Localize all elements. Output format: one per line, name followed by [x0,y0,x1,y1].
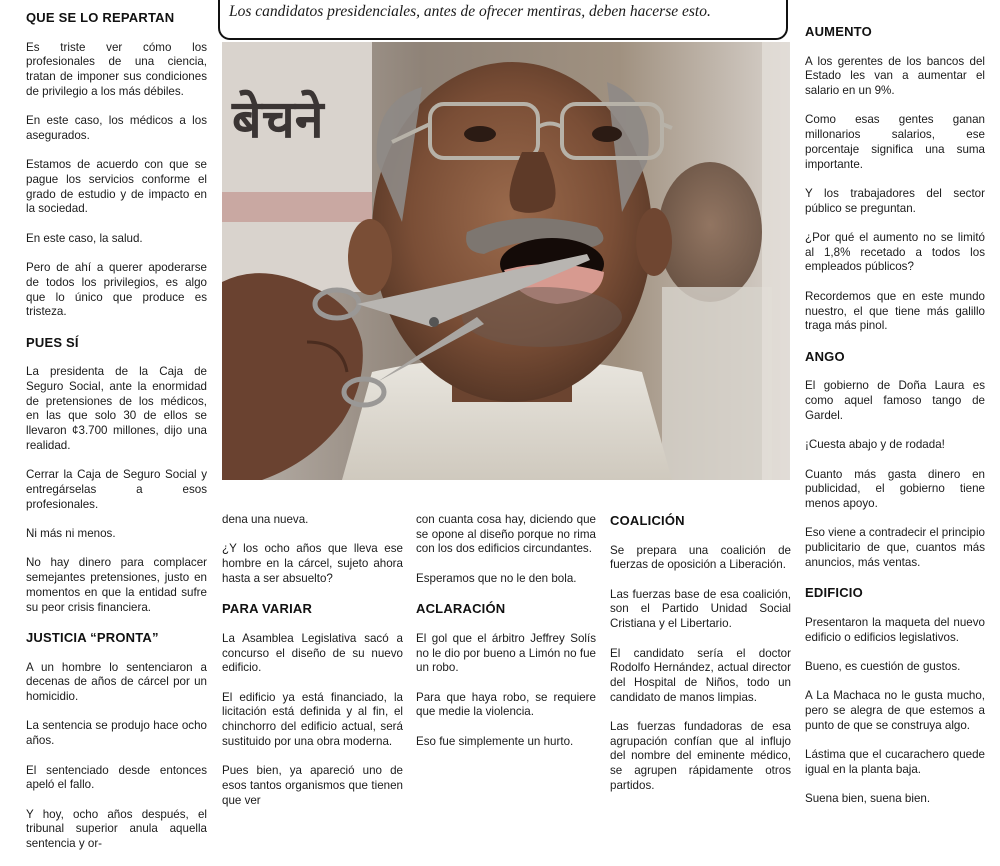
paragraph: Cuanto más gasta dinero en publicidad, el gobierno tiene menos apoyo. [805,467,985,510]
paragraph: La sentencia se produjo hace ocho años. [26,719,207,748]
paragraph: ¡Cuesta abajo y de rodada! [805,438,945,452]
paragraph: No hay dinero para complacer semejantes pretensiones, justo en momentos en que la entidad sufre su peor crisis financiera. [26,556,207,614]
paragraph: En este caso, los médicos a los asegurados. [26,114,207,142]
paragraph: Pues bien, ya apareció uno de esos tantos organismos que tienen que ver [222,764,403,807]
background-sign-text: बेचने [232,90,324,150]
paragraph: La Asamblea Legislativa sacó a concurso el diseño de su nuevo edificio. [222,631,403,675]
section-title: QUE SE LO REPARTAN [26,10,175,25]
section-title: ANGO [805,348,845,364]
paragraph: Se prepara una coalición de fuerzas de oposición a Liberación. [610,543,791,572]
column-1 [26,10,207,866]
paragraph: Bueno, es cuestión de gustos. [805,659,961,673]
paragraph: Las fuerzas fundadoras de esa agrupación confían que al influjo del nombre del eminente médico, se agrupen rápidamente otros partidos. [610,720,791,792]
paragraph: Presentaron la maqueta del nuevo edificio o edificios legislativos. [805,615,985,644]
paragraph: Suena bien, suena bien. [805,792,931,806]
paragraph: Como esas gentes ganan millonarios salarios, ese porcentaje significa una suma importante. [805,113,985,171]
paragraph: El edificio ya está financiado, la licitación está definida y al fin, el chinchorro del edificio actual, será sustituido por una obra moderna. [222,690,403,748]
paragraph: dena una nueva. [222,513,309,526]
column-3 [416,513,596,764]
paragraph: Para que haya robo, se requiere que medie la violencia. [416,690,596,719]
paragraph: Es triste ver cómo los profesionales de una ciencia, tratan de imponer sus condiciones de privilegio a los más débiles. [26,40,207,98]
paragraph: Eso viene a contradecir el principio publicitario de que, cuantos más anuncios, más ventas. [805,526,985,569]
photo-caption-box [218,0,788,40]
paragraph: Y los trabajadores del sector público se preguntan. [805,186,985,215]
paragraph: con cuanta cosa hay, diciendo que se opone al diseño porque no rima con los dos edificios circundantes. [416,513,596,556]
paragraph: El candidato sería el doctor Rodolfo Hernández, actual director del Hospital de Niños, todo un candidato de manos limpias. [610,646,791,704]
paragraph: La presidenta de la Caja de Seguro Social, ante la enormidad de pretensiones de los médicos, en las que solo 30 de ellos se llevaron ¢3.700 millones, dijo una realidad. [26,365,207,452]
paragraph: Las fuerzas base de esa coalición, son el Partido Unidad Social Cristiana y el Libertario. [610,587,791,631]
paragraph: Estamos de acuerdo con que se pague los servicios conforme el grado de estudio y de impacto en la sociedad. [26,158,207,216]
section-title: PARA VARIAR [222,601,313,617]
paragraph: Lástima que el cucarachero quede igual en la planta baja. [805,748,985,776]
news-photo [222,42,790,480]
paragraph: Y hoy, ocho años después, el tribunal superior anula aquella sentencia y or- [26,807,207,851]
column-2 [222,513,403,823]
paragraph: En este caso, la salud. [26,231,143,245]
paragraph: Pero de ahí a querer apoderarse de todos los privilegios, es algo que lo único que produce es tristeza. [26,261,207,319]
paragraph: El gol que el árbitro Jeffrey Solís no le dio por bueno a Limón no fue un robo. [416,631,596,675]
section-title: JUSTICIA “PRONTA” [26,629,159,645]
paragraph: A un hombre lo sentenciaron a decenas de años de cárcel por un homicidio. [26,660,207,704]
paragraph: El sentenciado desde entonces apeló el fallo. [26,763,207,792]
photo-caption: Los candidatos presidenciales, antes de ofrecer mentiras, deben hacerse esto. [229,3,711,20]
paragraph: Esperamos que no le den bola. [416,571,577,585]
paragraph: Recordemos que en este mundo nuestro, el que tiene más galillo traga más pinol. [805,289,985,333]
paragraph: ¿Y los ocho años que lleva ese hombre en la cárcel, sujeto ahora hasta a ser absuelto? [222,542,403,585]
paragraph: Cerrar la Caja de Seguro Social y entregárselas a esos profesionales. [26,468,207,511]
man-with-scissors-photo [222,42,790,480]
paragraph: El gobierno de Doña Laura es como aquel famoso tango de Gardel. [805,379,985,422]
section-title: EDIFICIO [805,585,863,601]
section-title: AUMENTO [805,24,872,39]
column-4 [610,513,791,808]
paragraph: ¿Por qué el aumento no se limitó al 1,8% recetado a todos los empleados públicos? [805,231,985,274]
section-title: ACLARACIÓN [416,601,506,617]
section-title: PUES SÍ [26,334,79,350]
paragraph: A La Machaca no le gusta mucho, pero se alegra de que estemos a punto de que se construya algo. [805,689,985,732]
section-title: COALICIÓN [610,513,685,528]
column-5 [805,24,985,822]
paragraph: A los gerentes de los bancos del Estado les van a aumentar el salario en un 9%. [805,54,985,98]
paragraph: Ni más ni menos. [26,527,116,541]
paragraph: Eso fue simplemente un hurto. [416,734,574,748]
